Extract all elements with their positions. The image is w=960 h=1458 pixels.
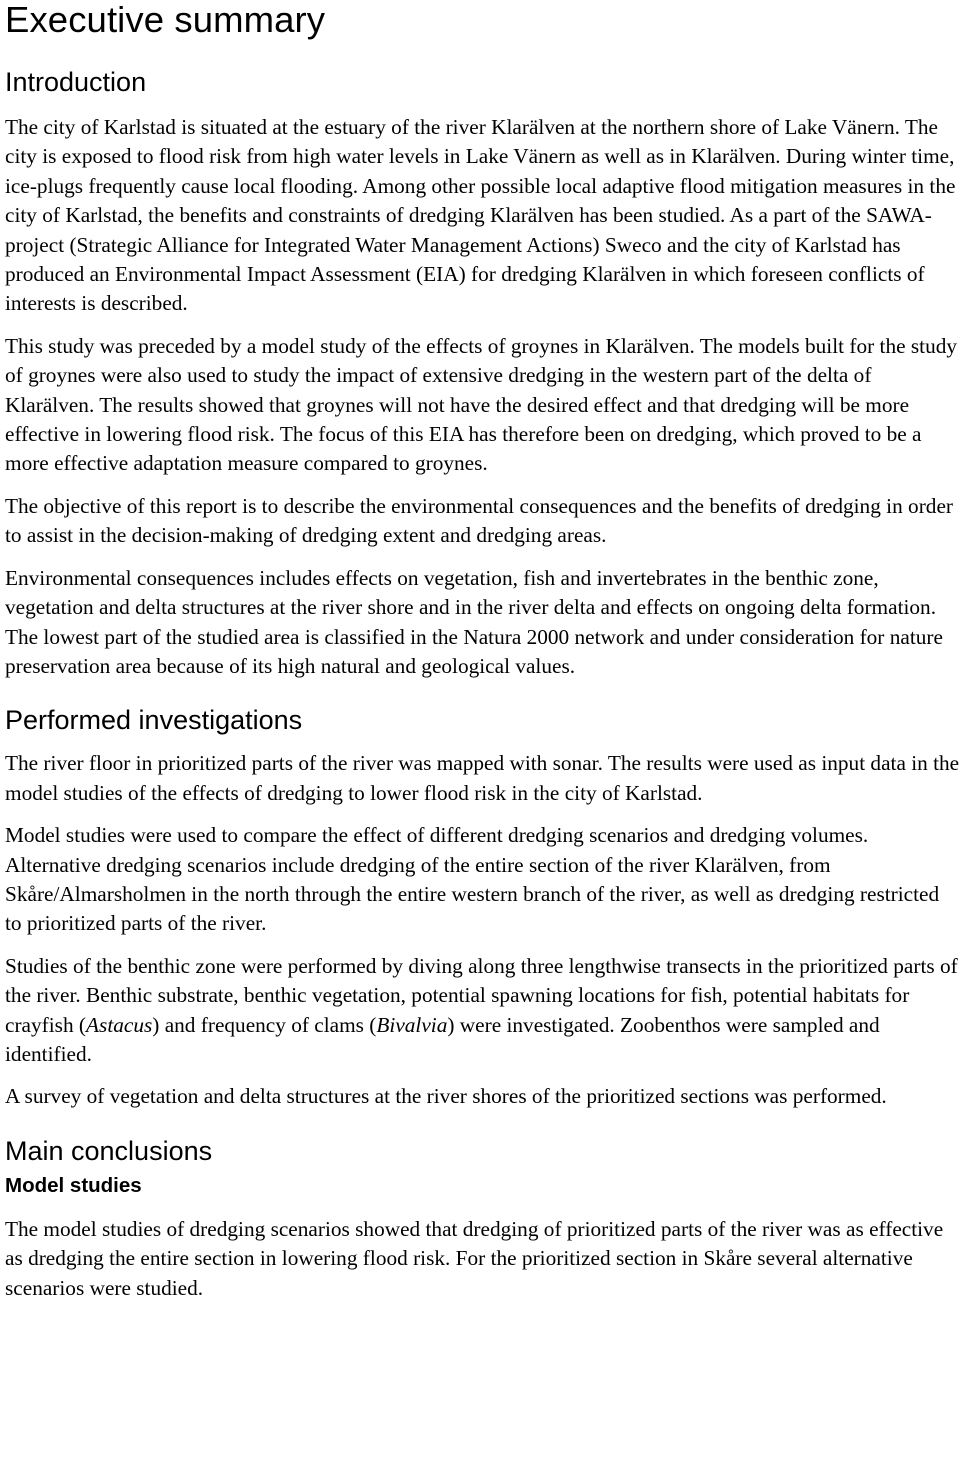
species-name-bivalvia: Bivalvia (376, 1012, 448, 1037)
investigations-paragraph-3-part-3: ) were investigated. Zoobenthos were sampled and identified. (5, 1012, 880, 1066)
investigations-paragraph-3-part-1: Studies of the benthic zone were performed by diving along three lengthwise transects in the prioritized parts of the river. Benthic substrate, benthic vegetation, potential spawning locations for fish, potential habitats for crayfish ( (5, 953, 958, 1037)
species-name-astacus: Astacus (86, 1012, 153, 1037)
model-studies-paragraph-1: The model studies of dredging scenarios showed that dredging of prioritized parts of the river was as effective as dredging the entire section in lowering flood risk. For the prioritized section in Skåre several alternative scenarios were studied. (5, 1216, 944, 1300)
investigations-paragraph-4: A survey of vegetation and delta structures at the river shores of the prioritized sections was performed. (5, 1084, 887, 1109)
introduction-paragraph-1: The city of Karlstad is situated at the estuary of the river Klarälven at the northern shore of Lake Vänern. The city is exposed to flood risk from high water levels in Lake Vänern as well as in Klarälven. During winter time, ice-plugs frequently cause local flooding. Among other possible local adaptive flood mitigation measures in the city of Karlstad, the benefits and constraints of dredging Klarälven has been studied. As a part of the SAWA-project (Strategic Alliance for Integrated Water Management Actions) Sweco and the city of Karlstad has produced an Environmental Impact Assessment (EIA) for dredging Klarälven in which foreseen conflicts of interests is described. (5, 115, 956, 316)
investigations-paragraph-1: The river floor in prioritized parts of the river was mapped with sonar. The results were used as input data in the model studies of the effects of dredging to lower flood risk in the city of Karlstad. (5, 751, 960, 805)
document-page (5, 0, 960, 1303)
subsection-heading-model-studies: Model studies (5, 1173, 142, 1197)
introduction-paragraph-3: The objective of this report is to describe the environmental consequences and the benefits of dredging in order to assist in the decision-making of dredging extent and dredging areas. (5, 493, 953, 548)
introduction-paragraph-4: Environmental consequences includes effects on vegetation, fish and invertebrates in the benthic zone, vegetation and delta structures at the river shore and in the river delta and effects on ongoing delta formation. The lowest part of the studied area is classified in the Natura 2000 network and under consideration for nature preservation area because of its high natural and geological values. (5, 565, 943, 678)
investigations-paragraph-3 (5, 952, 960, 1070)
investigations-paragraph-2: Model studies were used to compare the effect of different dredging scenarios and dredging volumes. Alternative dredging scenarios include dredging of the entire section of the river Klarälven, from Skåre/Almarsholmen in the north through the entire western branch of the river, as well as dredging restricted to prioritized parts of the river. (5, 823, 940, 936)
section-heading-main-conclusions: Main conclusions (5, 1135, 213, 1166)
section-heading-performed-investigations: Performed investigations (5, 705, 303, 736)
introduction-paragraph-2: This study was preceded by a model study of the effects of groynes in Klarälven. The models built for the study of groynes were also used to study the impact of extensive dredging in the western part of the delta of Klarälven. The results showed that groynes will not have the desired effect and that dredging will be more effective in lowering flood risk. The focus of this EIA has therefore been on dredging, which proved to be a more effective adaptation measure compared to groynes. (5, 333, 958, 476)
section-heading-introduction: Introduction (5, 67, 147, 97)
investigations-paragraph-3-part-2: ) and frequency of clams ( (152, 1012, 377, 1037)
page-title: Executive summary (5, 0, 326, 40)
